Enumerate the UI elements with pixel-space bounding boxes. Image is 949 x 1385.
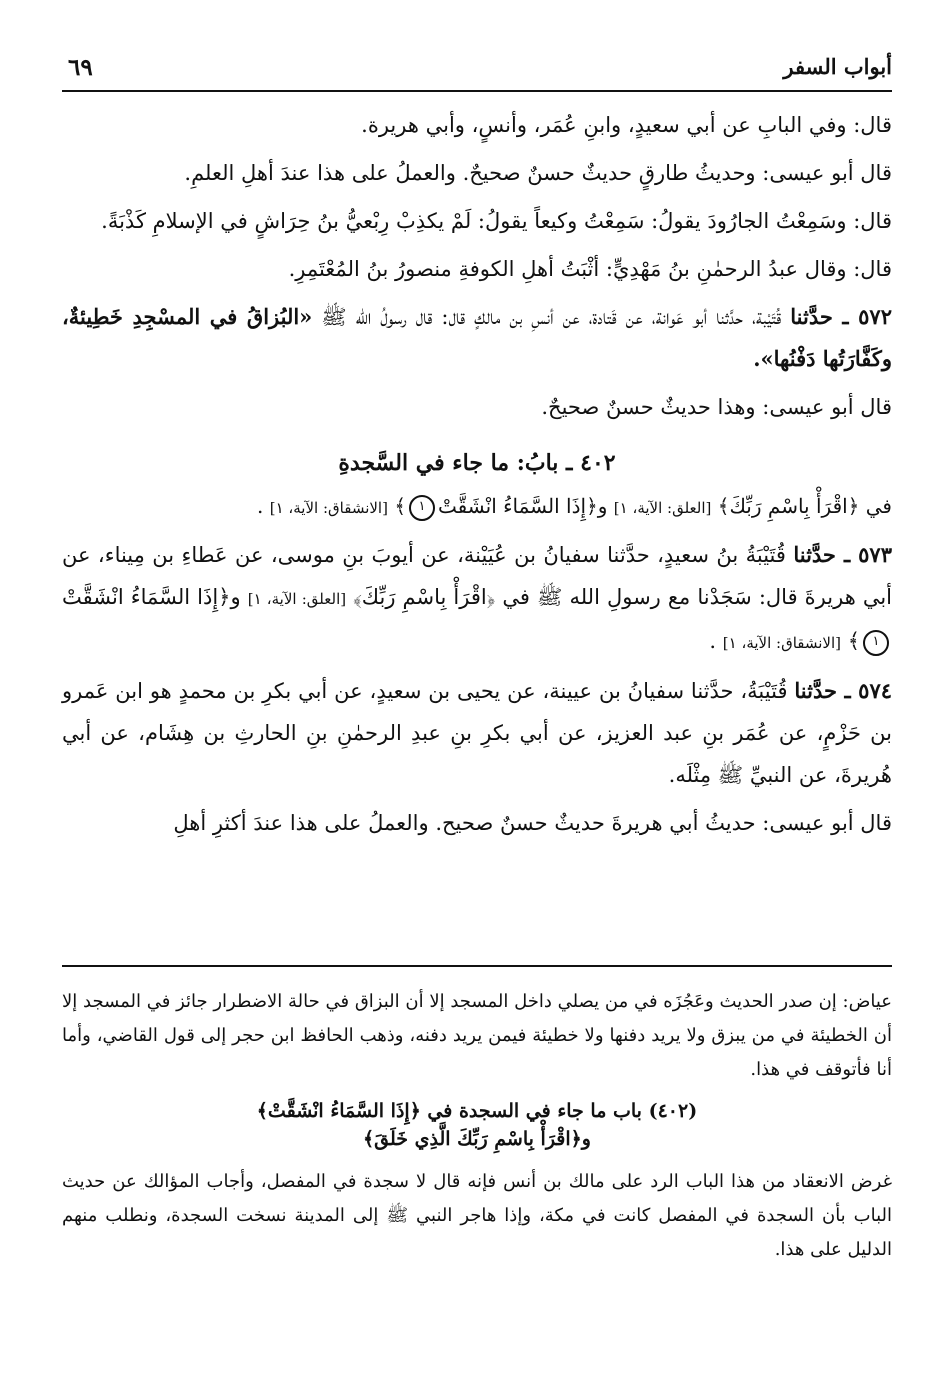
footnote-heading (62, 1097, 892, 1153)
verse-reference: [الانشقاق: الآية، ١] (722, 634, 841, 652)
period: . (709, 629, 717, 653)
page-number: ٦٩ (68, 54, 93, 81)
hadith-572 (62, 296, 892, 380)
chapter-reference (62, 486, 892, 528)
paragraph: قال أبو عيسى: وحديثُ طارقٍ حديثٌ حسنٌ صحيحٌ. والعملُ على هذا عندَ أهلِ العلمِ. (184, 161, 892, 185)
ayah-number-mark: ١ (863, 630, 889, 656)
quran-quote: في ﴿اقْرَأْ بِاسْمِ رَبِّكَ﴾ (717, 494, 892, 518)
hadith-number: ٥٧٣ ـ حدَّثنا (793, 542, 892, 567)
footnote-paragraph: عياض: إن صدر الحديث وعَجُزَه في من يصلي داخل المسجد إلا أن البزاق في حالة الاضطرار جائز في المسجد إلا أن الخطيئة في من يبزق ولا يريد دفنها ولا خطيئة فيمن يريد دفنه، وذهب الحافظ ابن حجر إلى قول القاضي، وأما أنا فأتوقف في هذا. (62, 991, 892, 1080)
footnote-heading-line: (٤٠٢) باب ما جاء في السجدة في ﴿إِذَا السَّمَاءُ انْشَقَّتْ﴾ (256, 1100, 698, 1122)
quran-quote: و﴿إِذَا السَّمَاءُ انْشَقَّتْ (62, 585, 241, 609)
footnote-heading-line: و﴿اقْرَأْ بِاسْمِ رَبِّكَ الَّذِي خَلَقَ﴾ (363, 1128, 591, 1150)
book-page (62, 50, 892, 850)
footnote-paragraph: غرض الانعقاد من هذا الباب الرد على مالك بن أنس فإنه قال لا سجدة في المفصل، وأجاب المؤالك عن حديث الباب بأن السجدة في المفصل كانت في مكة، وإذا هاجر النبي ﷺ إلى المدينة نسخت السجدة، ونطلب منهم الدليل على هذا. (62, 1171, 892, 1260)
quran-bracket: ﴾ (394, 494, 407, 518)
footnote-divider (62, 965, 892, 967)
chapter-title: ٤٠٢ ـ بابُ: ما جاء في السَّجدةِ (338, 450, 616, 476)
hadith-text: قُتَيْبَةُ بنُ سعيدٍ، حدَّثنا سفيانُ بن عُيَيْنة، عن أيوبَ بنِ موسى، عن عَطاءِ بن مِيناء، عن أبي هريرةَ قال: سَجَدْنا مع رسولِ الله ﷺ في ﴿اقْرَأْ بِاسْمِ رَبِّكَ﴾ (62, 543, 893, 609)
hadith-573 (62, 534, 892, 664)
verse-reference: [العلق: الآية، ١] (613, 499, 712, 517)
hadith-isnad: قُتَيْبة، حدَّثنا أبو عَوانة، عن قَتادة، عن أنسِ بن مالكٍ قال: قال رسولُ الله ﷺ (321, 305, 782, 329)
paragraph: قال: وفي البابِ عن أبي سعيدٍ، وابنِ عُمَر، وأنسٍ، وأبي هريرة. (361, 113, 892, 137)
ayah-number-mark: ١ (409, 495, 435, 521)
paragraph: قال: وسَمِعْتُ الجارُودَ يقولُ: سَمِعْتُ وكيعاً يقولُ: لَمْ يكذِبْ رِبْعيُّ بنُ حِرَاشٍ في الإسلامِ كَذْبَةً. (101, 209, 892, 233)
quran-bracket: ﴾ (847, 629, 860, 653)
period: . (257, 494, 264, 518)
page-header (62, 50, 892, 92)
hadith-number: ٥٧٢ ـ حدَّثنا (790, 304, 892, 329)
paragraph: قال أبو عيسى: حديثُ أبي هريرةَ حديثٌ حسنٌ صحيح. والعملُ على هذا عندَ أكثرِ أهلِ (173, 811, 892, 835)
hadith-matn: «البُزاقُ في المسْجِدِ خَطِيئةٌ، وكَفَّارَتُها دَفْنُها». (62, 304, 892, 371)
running-title: أبواب السفر (783, 54, 892, 79)
verse-reference: [العلق: الآية، ١] (247, 590, 347, 608)
verse-reference: [الانشقاق: الآية، ١] (269, 499, 388, 517)
hadith-574 (62, 670, 892, 796)
main-text (62, 104, 892, 844)
paragraph: قال: وقال عبدُ الرحمٰنِ بنُ مَهْدِيٍّ: أثْبَتُ أهلِ الكوفةِ منصورُ بنُ المُعْتَمِرِ. (288, 257, 892, 281)
paragraph: قال أبو عيسى: وهذا حديثٌ حسنٌ صحيحٌ. (541, 395, 892, 419)
hadith-text: قُتَيْبَةُ، حدَّثنا سفيانُ بن عيينة، عن يحيى بن سعيدٍ، عن أبي بكرِ بن محمدٍ هو ابن عَمرو بن حَزْمٍ، عن عُمَر بنِ عبد العزيز، عن أبي بكرِ بنِ عبدِ الرحمٰنِ بنِ الحارثِ بن هِشَام، عن أبي هُريرةَ، عن النبيِّ ﷺ مِثْلَه. (62, 679, 892, 787)
hadith-number: ٥٧٤ ـ حدَّثنا (794, 678, 893, 703)
footnotes (62, 985, 892, 1271)
quran-quote: و﴿إِذَا السَّمَاءُ انْشَقَّتْ (438, 494, 608, 518)
